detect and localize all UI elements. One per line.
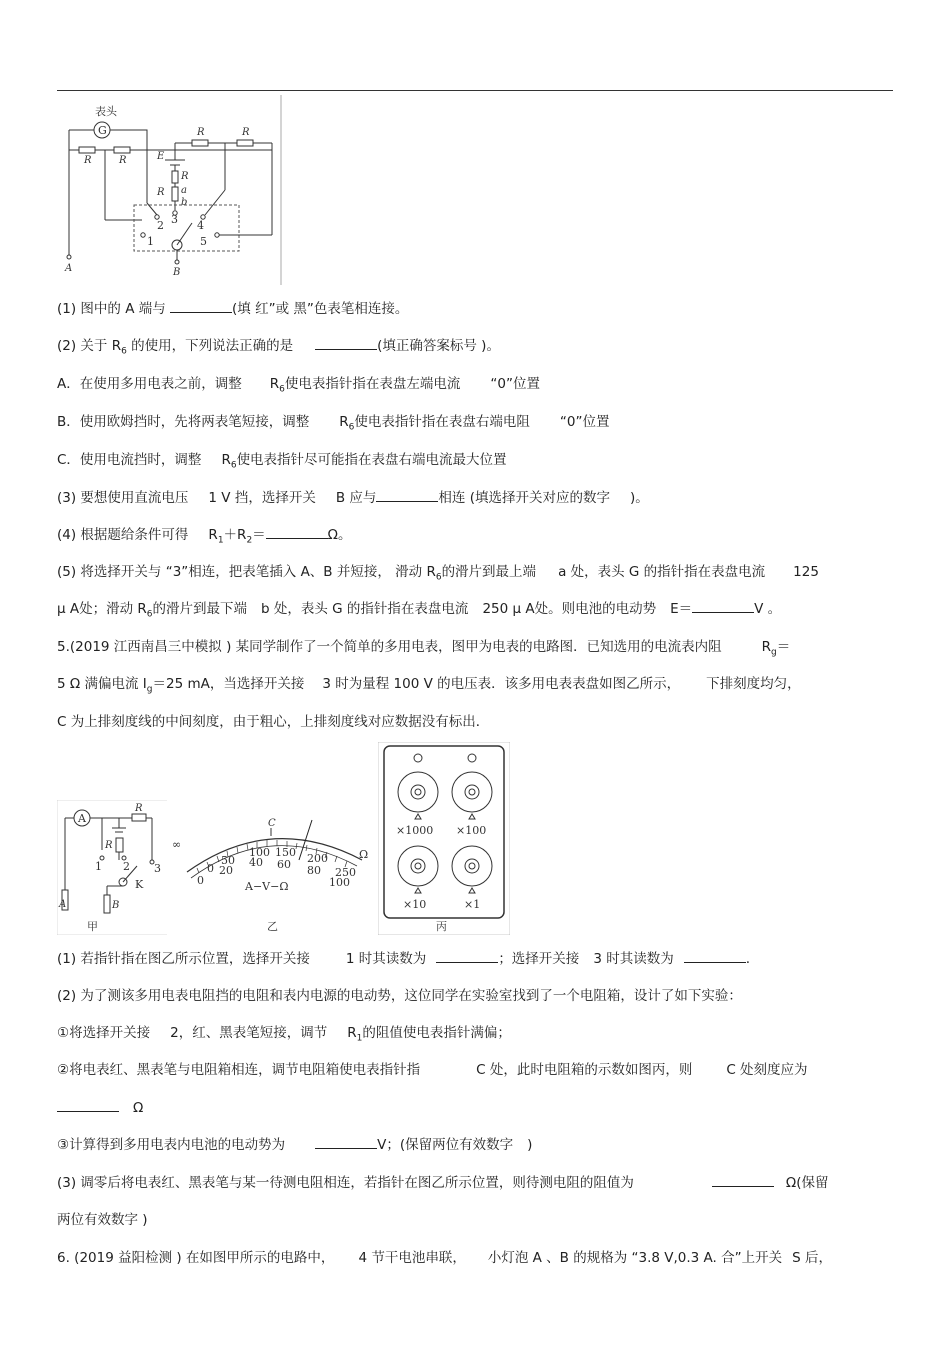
- svg-text:2: 2: [123, 860, 130, 873]
- svg-text:80: 80: [307, 864, 321, 877]
- q4-part2: (2) 关于 $R_6$ 的使用，下列说法正确的是 (填正确答案标号 )。: [57, 338, 500, 357]
- svg-text:R: R: [135, 803, 143, 814]
- svg-text:3: 3: [154, 862, 161, 875]
- q4-part3: (3) 要想使用直流电压 1 V 挡，选择开关 B 应与 相连 (填选择开关对应的数字 )。: [57, 490, 649, 506]
- answer-blank[interactable]: [57, 1099, 119, 1112]
- q5-part2-step2: ②将电表红、黑表笔与电阻箱相连，调节电阻箱使电表指针指 C 处，此时电阻箱的示数如图丙，则 C 处刻度应为: [57, 1062, 808, 1078]
- svg-text:R: R: [84, 155, 92, 166]
- svg-text:A: A: [78, 812, 86, 825]
- answer-blank[interactable]: [315, 337, 377, 350]
- answer-blank[interactable]: [315, 1136, 377, 1149]
- header-rule: [57, 90, 893, 91]
- dial-x1-label: ×1: [464, 898, 481, 911]
- svg-text:2: 2: [157, 219, 164, 232]
- svg-text:A−V−Ω: A−V−Ω: [245, 880, 289, 893]
- svg-text:∞: ∞: [172, 838, 182, 851]
- svg-text:Ω: Ω: [359, 848, 369, 861]
- svg-text:100: 100: [329, 876, 350, 889]
- svg-text:R: R: [119, 155, 127, 166]
- svg-text:200: 200: [307, 852, 328, 865]
- q4-part5-line1: (5) 将选择开关与 “3”相连，把表笔插入 A、B 并短接， 滑动 $R_6$的滑片到最上端 a 处，表头 G 的指针指在表盘电流 125: [57, 564, 819, 583]
- q5-part3-line1: (3) 调零后将电表红、黑表笔与某一待测电阻相连，若指针在图乙所示位置，则待测电阻的阻值为 Ω(保留: [57, 1175, 829, 1191]
- svg-text:R: R: [242, 127, 250, 138]
- svg-text:1: 1: [95, 860, 102, 873]
- answer-blank[interactable]: [712, 1174, 774, 1187]
- q4-option-c: C．使用电流挡时，调整 $R_6$使电表指针尽可能指在表盘右端电流最大位置: [57, 452, 507, 471]
- q5-part3-line2: 两位有效数字 ): [57, 1212, 148, 1228]
- q5-part2-step3: ③计算得到多用电表内电池的电动势为 V；(保留两位有效数字 ): [57, 1137, 533, 1153]
- svg-text:60: 60: [277, 858, 291, 871]
- svg-text:3: 3: [171, 213, 178, 226]
- svg-text:A: A: [65, 263, 73, 274]
- dial-x10-label: ×10: [403, 898, 427, 911]
- svg-text:乙: 乙: [267, 920, 278, 933]
- svg-text:0: 0: [207, 862, 214, 875]
- dial-x100-label: ×100: [456, 824, 487, 837]
- q4-part5-line2: μ A处；滑动 $R_6$的滑片到最下端 b 处，表头 G 的指针指在表盘电流 250 μ A处。则电池的电动势 E＝ V 。: [57, 601, 782, 620]
- q5-part2-intro: (2) 为了测该多用电表电阻挡的电阻和表内电源的电动势，这位同学在实验室找到了一个电阻箱，设计了如下实验：: [57, 988, 742, 1004]
- svg-text:A: A: [59, 899, 67, 910]
- q4-part1: (1) 图中的 A 端与 (填 红”或 黑”色表笔相连接。: [57, 301, 409, 317]
- multimeter-circuit-figure: [57, 95, 283, 285]
- svg-text:R: R: [181, 171, 189, 182]
- q5-part2-step1: ①将选择开关接 2，红、黑表笔短接，调节 $R_1$的阻值使电表指针满偏；: [57, 1025, 511, 1044]
- svg-text:R: R: [197, 127, 205, 138]
- svg-text:1: 1: [147, 235, 154, 248]
- svg-text:甲: 甲: [87, 920, 98, 933]
- answer-blank[interactable]: [266, 526, 328, 539]
- svg-text:丙: 丙: [436, 920, 447, 933]
- meter-dial-yi-figure: [167, 800, 375, 935]
- answer-blank[interactable]: [684, 950, 746, 963]
- svg-text:5: 5: [200, 235, 207, 248]
- galvanometer-label: G: [98, 124, 107, 137]
- q5-intro-line3: C 为上排刻度线的中间刻度，由于粗心，上排刻度线对应数据没有标出．: [57, 714, 490, 730]
- svg-text:100: 100: [249, 846, 270, 859]
- answer-blank[interactable]: [692, 600, 754, 613]
- q4-option-a: A．在使用多用电表之前，调整 $R_6$使电表指针指在表盘左端电流 “0”位置: [57, 376, 540, 395]
- dial-x1000-label: ×1000: [396, 824, 434, 837]
- svg-text:a: a: [181, 185, 187, 196]
- svg-text:B: B: [112, 900, 120, 911]
- q5-intro-line1: 5.(2019 江西南昌三中模拟 ) 某同学制作了一个简单的多用电表，图甲为电表的电路图．已知选用的电流表内阻 $R_g=$: [57, 639, 791, 658]
- head-label: 表头: [95, 105, 117, 118]
- answer-blank[interactable]: [436, 950, 498, 963]
- svg-text:150: 150: [275, 846, 296, 859]
- svg-text:50: 50: [221, 854, 235, 867]
- q5-part1: (1) 若指针指在图乙所示位置，选择开关接 1 时其读数为 ；选择开关接 3 时其读数为 .: [57, 951, 750, 967]
- answer-blank[interactable]: [170, 300, 232, 313]
- svg-text:20: 20: [219, 864, 233, 877]
- answer-blank[interactable]: [376, 489, 438, 502]
- q4-option-b: B．使用欧姆挡时，先将两表笔短接，调整 $R_6$使电表指针指在表盘右端电阻 “0”位置: [57, 414, 610, 433]
- svg-text:40: 40: [249, 856, 263, 869]
- svg-text:R: R: [105, 840, 113, 851]
- svg-text:R: R: [157, 187, 165, 198]
- q4-part4: (4) 根据题给条件可得 $R_1+R_2= \Omega$。: [57, 527, 352, 546]
- svg-text:K: K: [135, 878, 144, 891]
- svg-text:0: 0: [197, 874, 204, 887]
- resistance-box-bing-figure: [378, 742, 510, 935]
- circuit-jia-figure: [57, 800, 175, 935]
- svg-text:E: E: [157, 151, 165, 162]
- svg-text:250: 250: [335, 866, 356, 879]
- q6-intro: 6. (2019 益阳检测 ) 在如图甲所示的电路中， 4 节干电池串联， 小灯泡 A 、B 的规格为 “3.8 V,0.3 A. 合”上开关 S 后，: [57, 1250, 832, 1266]
- q5-intro-line2: 5 Ω 满偏电流 $I_g=25$ mA，当选择开关接 3 时为量程 100 V 的电压表．该多用电表表盘如图乙所示， 下排刻度均匀，: [57, 676, 801, 695]
- svg-text:b: b: [181, 197, 188, 208]
- q5-part2-step2-answer: Ω: [57, 1099, 143, 1117]
- svg-text:C: C: [268, 818, 276, 829]
- svg-text:B: B: [173, 267, 181, 278]
- svg-text:4: 4: [197, 219, 204, 232]
